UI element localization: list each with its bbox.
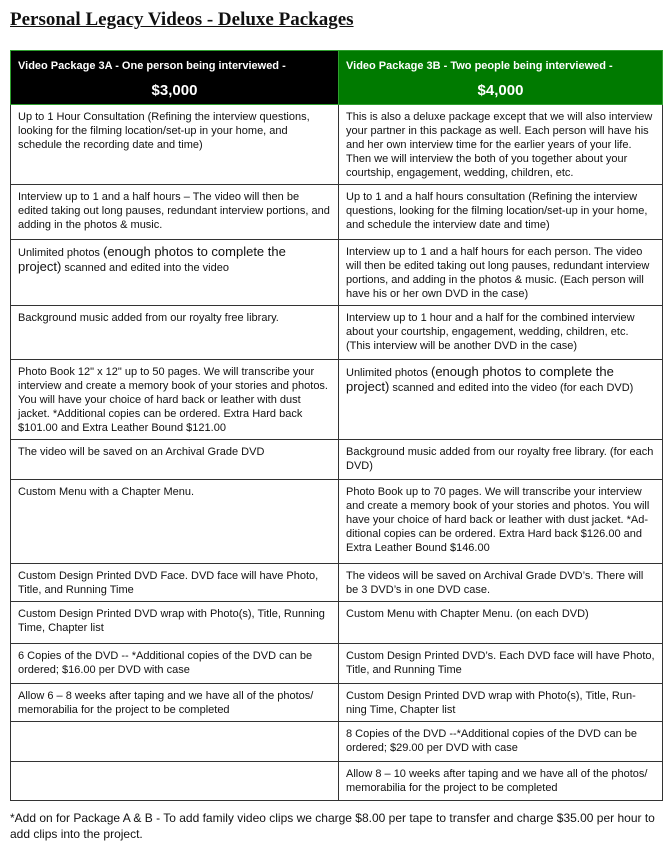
package-b-feature: Photo Book up to 70 pages. We will transcribe your interview and create a memory book of your stories and photos. You will have your choice of hard back or leather with dust jacket. *Ad-ditional copies can be ordered. Extra Hard back $126.00 and Extra Leather Bound $146.00	[339, 480, 663, 564]
package-b-heading: Video Package 3B - Two people being interviewed -	[346, 60, 613, 72]
package-a-feature: Background music added from our royalty free library.	[11, 306, 339, 360]
package-b-feature: The videos will be saved on Archival Grade DVD’s. There will be 3 DVD’s in one DVD case.	[339, 564, 663, 602]
table-row	[11, 360, 663, 440]
table-row	[11, 602, 663, 644]
package-a-feature: Custom Design Printed DVD wrap with Photo(s), Title, Running Time, Chapter list	[11, 602, 339, 644]
feature-text: scanned and edited into the video	[61, 262, 229, 274]
package-b-feature: Custom Design Printed DVD’s. Each DVD face will have Photo, Title, and Running Time	[339, 644, 663, 684]
package-a-feature: Allow 6 – 8 weeks after taping and we have all of the photos/ memorabilia for the project to be completed	[11, 684, 339, 722]
package-a-feature: Custom Design Printed DVD Face. DVD face will have Photo, Title, and Running Time	[11, 564, 339, 602]
package-b-feature	[339, 360, 663, 440]
table-row	[11, 644, 663, 684]
table-row	[11, 480, 663, 564]
package-a-feature: Photo Book 12" x 12" up to 50 pages. We will transcribe your interview and create a memory book of your stories and photos. You will have your choice of hard back or leather with dust jacket. *Additional copies can be ordered. Extra Hard back $101.00 and Extra Leather Bound $121.00	[11, 360, 339, 440]
package-b-feature: Custom Menu with Chapter Menu. (on each DVD)	[339, 602, 663, 644]
feature-text: Unlimited photos	[18, 247, 103, 259]
feature-text: scanned and edited into the video (for each DVD)	[389, 382, 634, 394]
packages-table	[10, 50, 663, 801]
package-a-header	[11, 51, 339, 105]
package-b-price: $4,000	[477, 82, 524, 99]
package-a-feature: Custom Menu with a Chapter Menu.	[11, 480, 339, 564]
package-b-feature: 8 Copies of the DVD --*Additional copies of the DVD can be ordered; $29.00 per DVD with case	[339, 722, 663, 762]
table-row	[11, 564, 663, 602]
package-a-feature: Interview up to 1 and a half hours – The video will then be edited taking out long pauses, redundant interview portions, and adding in the photos & music.	[11, 185, 339, 240]
package-b-feature: Custom Design Printed DVD wrap with Photo(s), Title, Run-ning Time, Chapter list	[339, 684, 663, 722]
package-b-feature: This is also a deluxe package except that we will also interview your partner in this package as well. Each person will have his and her own interview time for the earlier years of your life. Then we will interview the both of you together about your courtship, engagement, wedding, children, etc.	[339, 105, 663, 185]
feature-text-large: (enough photos to complete the project)	[18, 244, 286, 274]
package-a-feature: The video will be saved on an Archival Grade DVD	[11, 440, 339, 480]
table-row	[11, 762, 663, 801]
feature-text-large: (enough photos to complete the project)	[346, 364, 614, 394]
package-b-feature: Background music added from our royalty free library. (for each DVD)	[339, 440, 663, 480]
table-row	[11, 105, 663, 185]
page-title: Personal Legacy Videos - Deluxe Packages	[10, 9, 354, 30]
add-on-footnote: *Add on for Package A & B - To add family video clips we charge $8.00 per tape to transfer and charge $35.00 per hour to add clips into the project.	[10, 811, 655, 841]
table-header-row	[11, 51, 663, 105]
table-row	[11, 440, 663, 480]
table-row	[11, 240, 663, 306]
table-row	[11, 722, 663, 762]
package-b-feature: Allow 8 – 10 weeks after taping and we have all of the photos/ memorabilia for the project to be completed	[339, 762, 663, 801]
package-a-feature	[11, 722, 339, 762]
package-a-feature	[11, 762, 339, 801]
package-b-feature: Interview up to 1 hour and a half for the combined interview about your courtship, engagement, wedding, children, etc. (This interview will be another DVD in the case)	[339, 306, 663, 360]
package-b-feature: Interview up to 1 and a half hours for each person. The video will then be edited taking out long pauses, redundant interview portions, and adding in the photos & music. (Each person will have his or her own DVD in the case)	[339, 240, 663, 306]
table-row	[11, 185, 663, 240]
table-row	[11, 306, 663, 360]
table-row	[11, 684, 663, 722]
package-a-heading: Video Package 3A - One person being interviewed -	[18, 60, 286, 72]
package-b-feature: Up to 1 and a half hours consultation (Refining the interview questions, looking for the filming location/set-up in your home, and schedule the interview date and time)	[339, 185, 663, 240]
package-a-feature: Up to 1 Hour Consultation (Refining the interview questions, looking for the filming location/set-up in your home, and schedule the recording date and time)	[11, 105, 339, 185]
feature-text: Unlimited photos	[346, 367, 431, 379]
package-a-price: $3,000	[151, 82, 198, 99]
package-a-feature	[11, 240, 339, 306]
package-a-feature: 6 Copies of the DVD -- *Additional copies of the DVD can be ordered; $16.00 per DVD with case	[11, 644, 339, 684]
package-b-header	[339, 51, 663, 105]
